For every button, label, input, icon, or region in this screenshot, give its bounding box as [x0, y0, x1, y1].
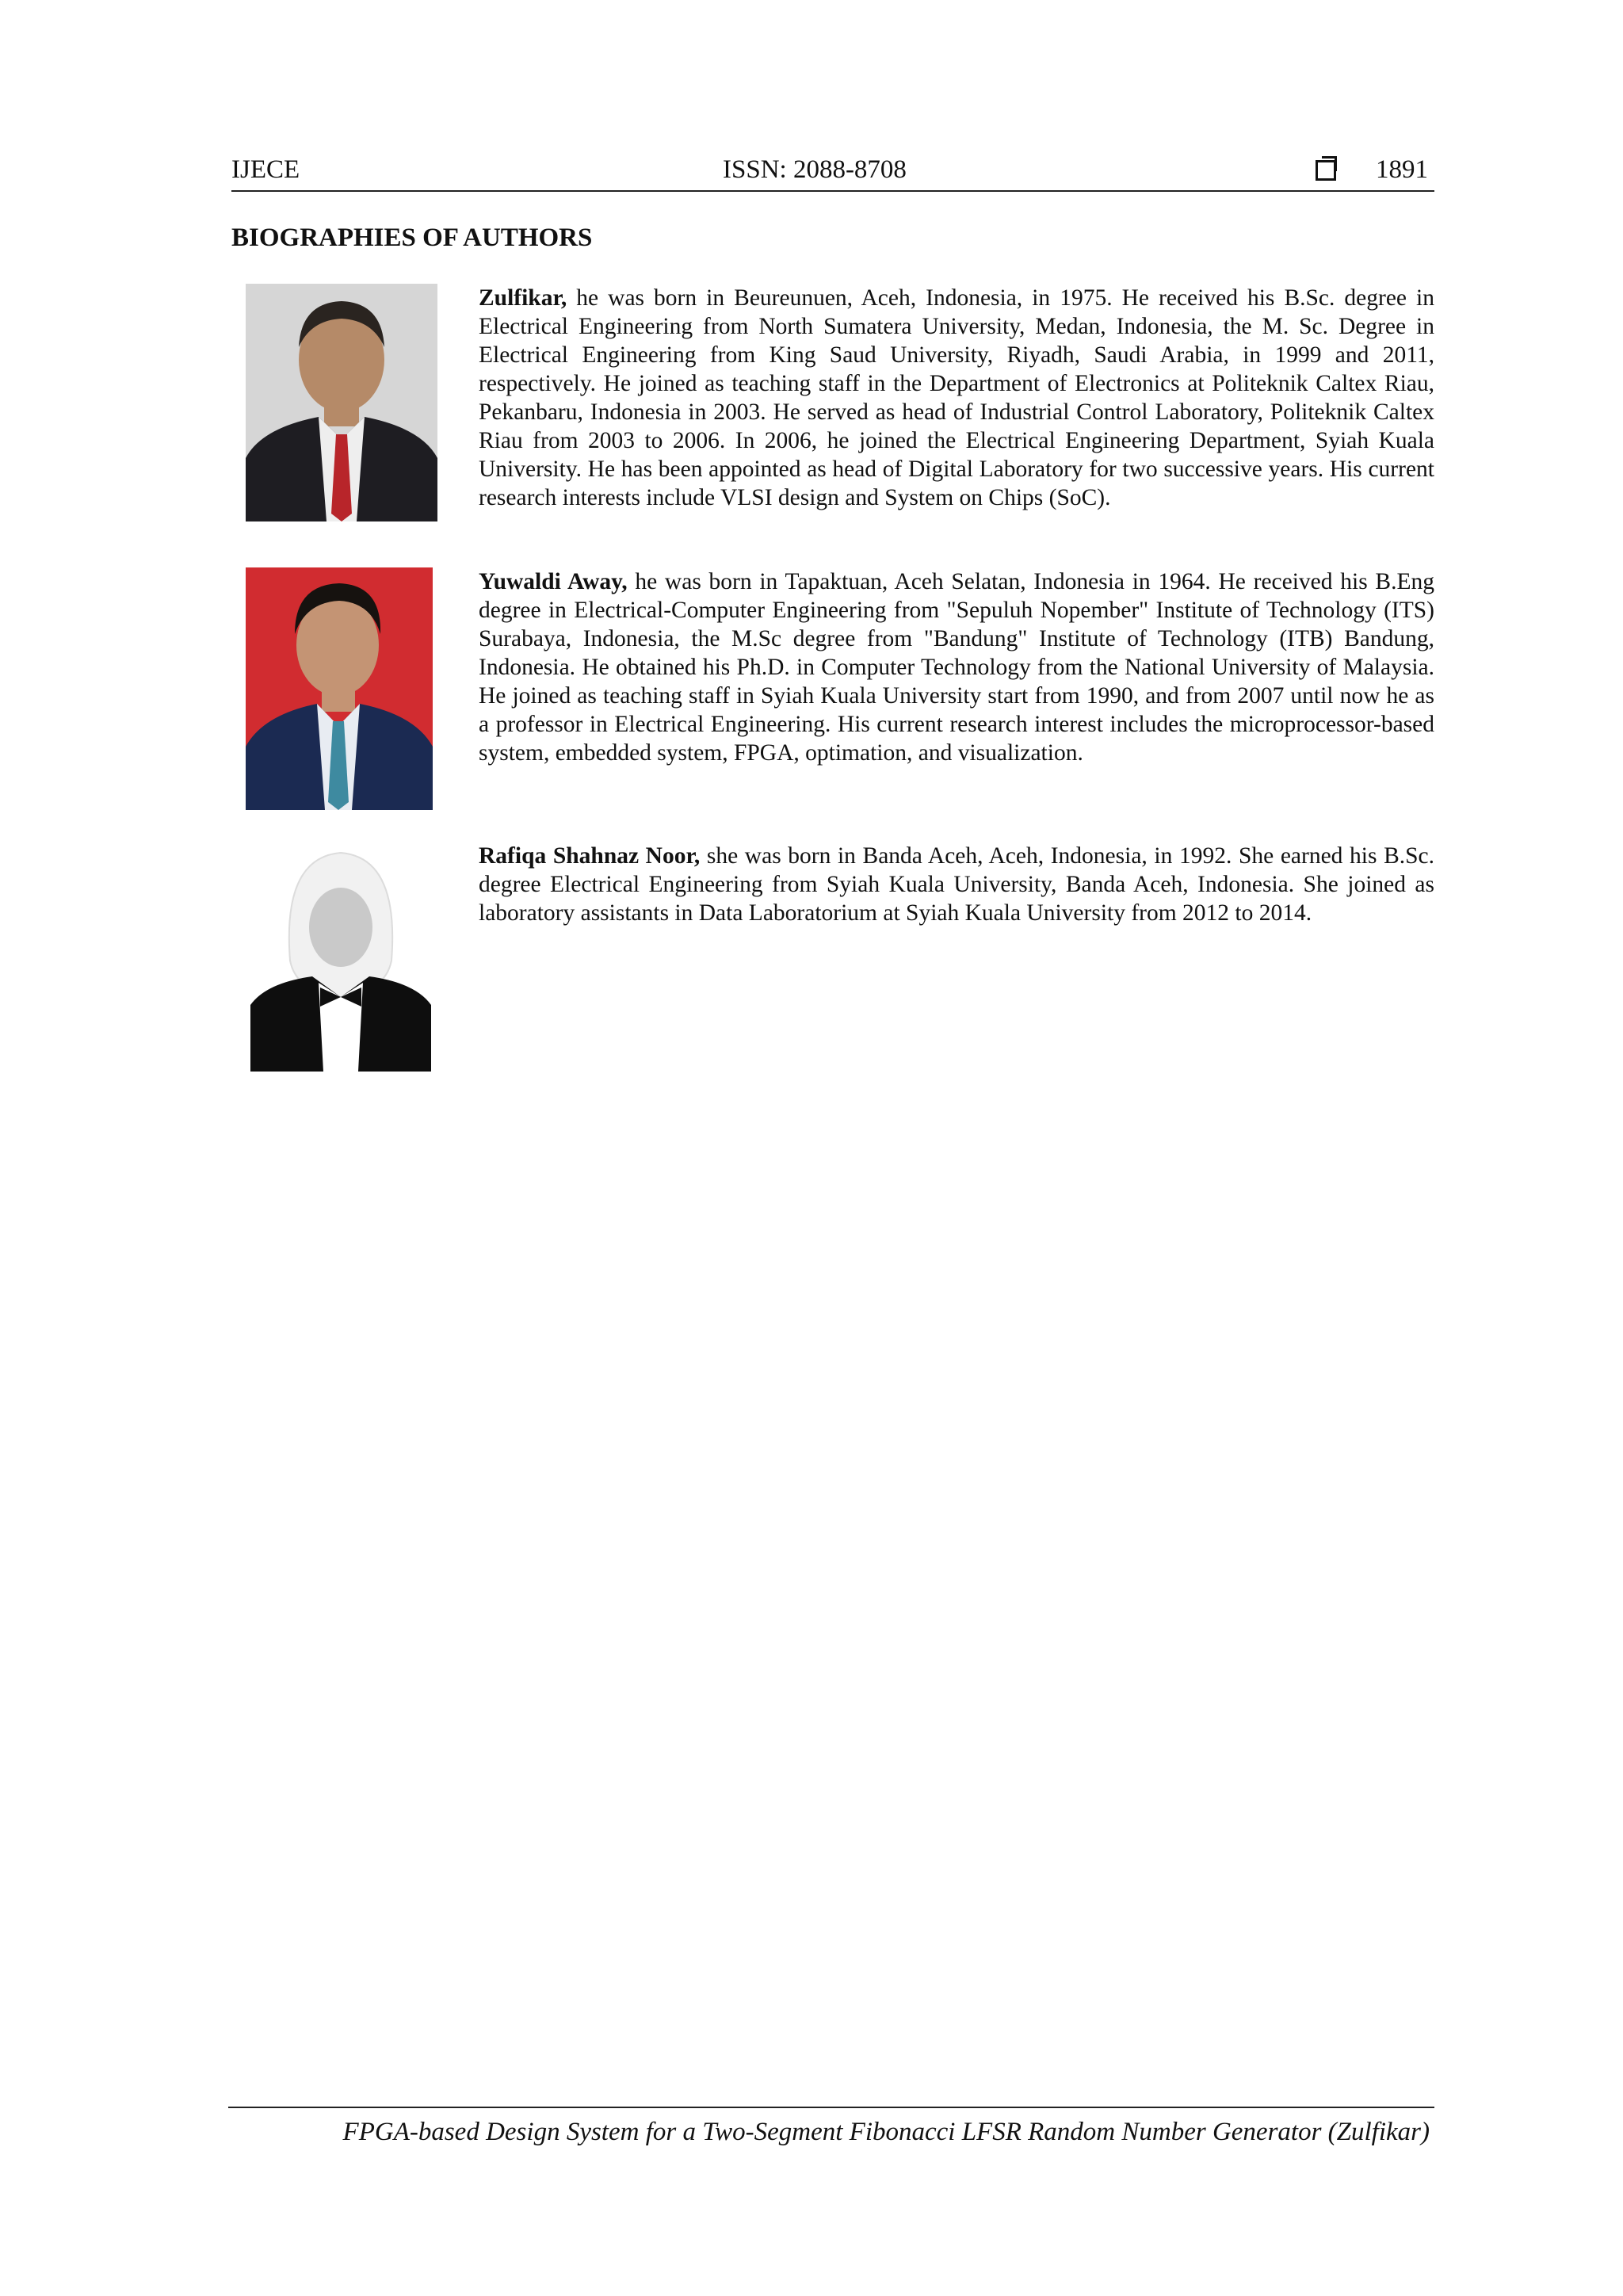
section-title: BIOGRAPHIES OF AUTHORS: [231, 223, 593, 252]
issn: ISSN: 2088-8708: [723, 155, 907, 184]
page-footer: [228, 2107, 1434, 2147]
author-bio-text: [479, 567, 1434, 767]
portrait-woman-hijab-icon: [250, 842, 431, 1072]
portrait-man-red-background-icon: [246, 567, 433, 810]
running-title: FPGA-based Design System for a Two-Segment Fibonacci LFSR Random Number Generator (Zulfikar): [342, 2118, 1430, 2146]
page-header: [231, 152, 1434, 192]
author-name: Rafiqa Shahnaz Noor,: [479, 843, 701, 869]
author-name: Yuwaldi Away,: [479, 569, 628, 594]
author-photo: [250, 842, 431, 1072]
author-photo: [246, 284, 437, 521]
portrait-man-suit-icon: [246, 284, 437, 521]
author-description: he was born in Beureunuen, Aceh, Indonesia, in 1975. He received his B.Sc. degree in Electrical Engineering from North Sumatera University, Medan, Indonesia, the M. Sc. Degree in Electrical Engineering from King Saud University, Riyadh, Saudi Arabia, in 1999 and 2011, respectively. He joined as teaching staff in the Department of Electronics at Politeknik Caltex Riau, Pekanbaru, Indonesia in 2003. He served as head of Industrial Control Laboratory, Politeknik Caltex Riau from 2003 to 2006. In 2006, he joined the Electrical Engineering Department, Syiah Kuala University. He has been appointed as head of Digital Laboratory for two successive years. His current research interests include VLSI design and System on Chips (SoC).: [479, 285, 1434, 510]
author-bio-text: [479, 842, 1434, 927]
author-description: he was born in Tapaktuan, Aceh Selatan, Indonesia in 1964. He received his B.Eng degree in Electrical-Computer Engineering from "Sepuluh Nopember" Institute of Technology (ITS) Surabaya, Indonesia, the M.Sc degree from "Bandung" Institute of Technology (ITB) Bandung, Indonesia. He obtained his Ph.D. in Computer Technology from the National University of Malaysia. He joined as teaching staff in Syiah Kuala University start from 1990, and from 2007 until now he as a professor in Electrical Engineering. His current research interest includes the microprocessor-based system, embedded system, FPGA, optimation, and visualization.: [479, 569, 1434, 766]
journal-name: IJECE: [231, 155, 300, 184]
page-number: 1891: [1376, 155, 1428, 184]
author-bio-text: [479, 284, 1434, 512]
author-photo: [246, 567, 433, 810]
author-name: Zulfikar,: [479, 285, 567, 311]
author-description: she was born in Banda Aceh, Aceh, Indonesia, in 1992. She earned his B.Sc. degree Electrical Engineering from Syiah Kuala University, Banda Aceh, Indonesia. She joined as laboratory assistants in Data Laboratorium at Syiah Kuala University from 2012 to 2014.: [479, 843, 1435, 926]
page-box-icon: [1316, 160, 1336, 181]
